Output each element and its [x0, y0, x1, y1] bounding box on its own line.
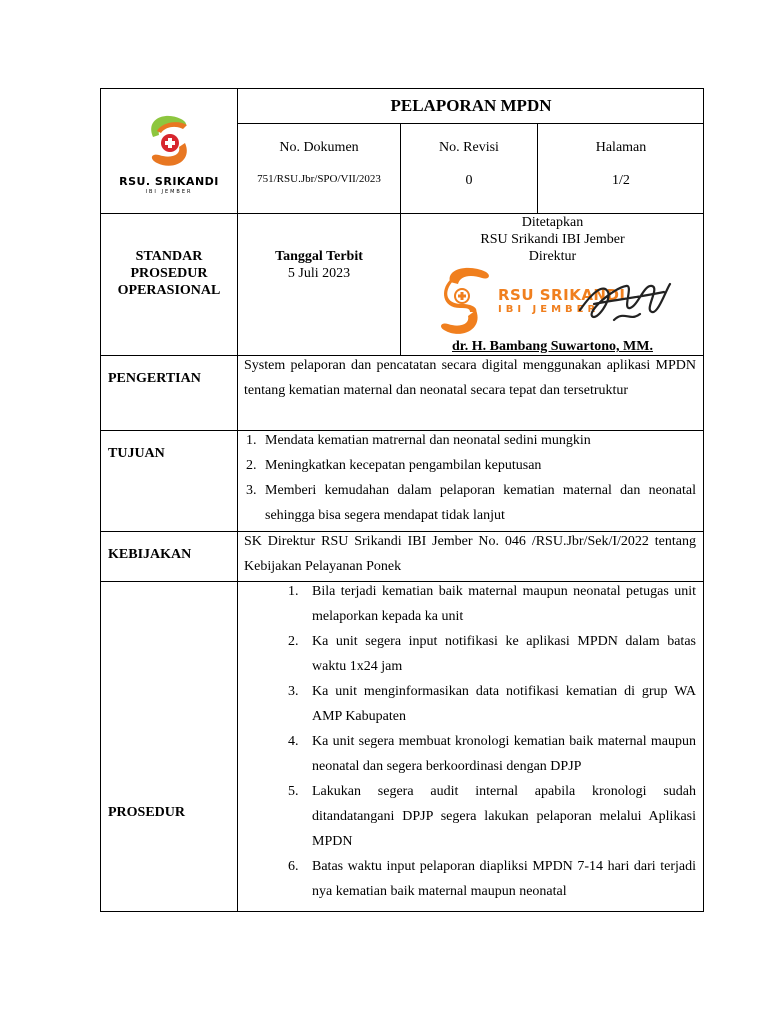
- list-text: Lakukan segera audit internal apabila kronologi sudah ditandatangani DPJP segera lakukan pelaporan melalui Aplikasi MPDN: [312, 784, 696, 849]
- list-item: [288, 679, 696, 729]
- list-text: Batas waktu input pelaporan diapliksi MPDN 7-14 hari dari terjadi nya kematian baik maternal maupun neonatal: [312, 859, 696, 899]
- list-text: Meningkatkan kecepatan pengambilan keputusan: [265, 458, 542, 473]
- director-stamp: [436, 264, 676, 340]
- signature-icon: [574, 270, 674, 330]
- logo-subtitle: IBI JEMBER: [145, 189, 193, 195]
- tujuan-label: TUJUAN: [108, 446, 165, 461]
- list-number: 4.: [288, 734, 299, 749]
- list-text: Ka unit segera membuat kronologi kematian baik maternal maupun neonatal dan segera berkoordinasi dengan DPJP: [312, 734, 696, 774]
- ditetapkan-block: [401, 214, 704, 265]
- stamp-logo-icon: [436, 264, 496, 340]
- kebijakan-text: SK Direktur RSU Srikandi IBI Jember No. 046 /RSU.Jbr/Sek/I/2022 tentang Kebijakan Pelayanan Ponek: [244, 534, 696, 574]
- list-item: [246, 453, 696, 478]
- sop-label: [101, 248, 237, 299]
- tanggal-value: 5 Juli 2023: [287, 266, 351, 281]
- list-number: 1.: [288, 584, 299, 599]
- ditetapkan-line: Direktur: [528, 249, 577, 264]
- list-item: [246, 478, 696, 528]
- list-text: Bila terjadi kematian baik maternal maupun neonatal petugas unit melaporkan kepada ka unit: [312, 584, 696, 624]
- page-title: PELAPORAN MPDN: [390, 96, 552, 115]
- list-number: 3.: [288, 684, 299, 699]
- tanggal-label: Tanggal Terbit: [275, 249, 363, 264]
- tujuan-list: [246, 428, 696, 528]
- halaman-label: Halaman: [595, 140, 647, 155]
- prosedur-list: [288, 579, 696, 904]
- list-item: [288, 729, 696, 779]
- table-divider: [237, 88, 238, 912]
- list-item: [288, 854, 696, 904]
- no-revisi-value: 0: [465, 173, 473, 188]
- sop-label-line: STANDAR: [135, 249, 203, 264]
- pengertian-text: System pelaporan dan pencatatan secara digital menggunakan aplikasi MPDN tentang kematian maternal dan neonatal secara tepat dan tersetruktur: [244, 358, 696, 398]
- list-item: [246, 428, 696, 453]
- list-item: [288, 629, 696, 679]
- stamp-name: RSU SRIKANDI: [498, 286, 626, 304]
- list-number: 3.: [246, 483, 257, 498]
- no-revisi-label: No. Revisi: [439, 140, 499, 155]
- list-number: 2.: [288, 634, 299, 649]
- list-number: 5.: [288, 784, 299, 799]
- ditetapkan-line: RSU Srikandi IBI Jember: [480, 232, 625, 247]
- list-item: [288, 779, 696, 854]
- list-text: Ka unit menginformasikan data notifikasi kematian di grup WA AMP Kabupaten: [312, 684, 696, 724]
- no-dokumen-label: No. Dokumen: [279, 140, 359, 155]
- no-dokumen-value: 751/RSU.Jbr/SPO/VII/2023: [257, 173, 381, 185]
- signatory-name: dr. H. Bambang Suwartono, MM.: [452, 339, 653, 354]
- list-number: 6.: [288, 859, 299, 874]
- list-text: Ka unit segera input notifikasi ke aplikasi MPDN dalam batas waktu 1x24 jam: [312, 634, 696, 674]
- pengertian-label: PENGERTIAN: [108, 371, 201, 386]
- list-text: Mendata kematian matrernal dan neonatal sedini mungkin: [265, 433, 591, 448]
- sop-label-line: PROSEDUR: [130, 266, 208, 281]
- logo-name: RSU. SRIKANDI: [119, 175, 219, 188]
- kebijakan-label: KEBIJAKAN: [108, 547, 192, 562]
- stamp-subtitle: IBI JEMBER: [498, 304, 600, 315]
- tanggal-terbit: [238, 248, 400, 282]
- prosedur-label: PROSEDUR: [108, 805, 186, 820]
- list-item: [288, 579, 696, 629]
- list-text: Memberi kemudahan dalam pelaporan kematian maternal dan neonatal sehingga bisa segera mendapat tidak lanjut: [265, 483, 696, 523]
- list-number: 2.: [246, 458, 257, 473]
- sop-label-line: OPERASIONAL: [117, 283, 221, 298]
- table-divider: [237, 123, 704, 124]
- ditetapkan-line: Ditetapkan: [521, 215, 584, 230]
- table-divider: [537, 124, 538, 214]
- list-number: 1.: [246, 433, 257, 448]
- halaman-value: 1/2: [612, 173, 630, 188]
- hospital-logo: [101, 89, 237, 213]
